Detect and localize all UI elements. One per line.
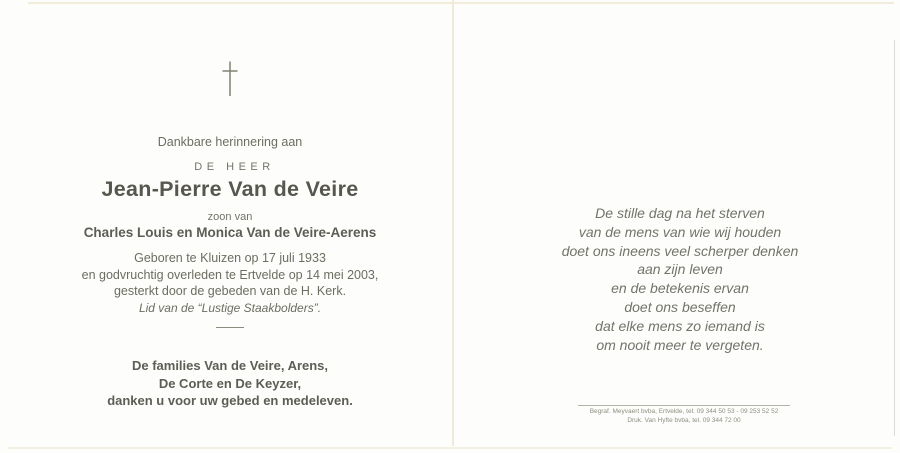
church-line: gesterkt door de gebeden van de H. Kerk. bbox=[113, 284, 347, 298]
membership-line: Lid van de “Lustige Staakbolders”. bbox=[138, 301, 322, 315]
poem-line: De stille dag na het sterven bbox=[595, 205, 765, 221]
cross-icon bbox=[15, 60, 445, 103]
left-panel bbox=[15, 0, 445, 453]
deceased-name: Jean-Pierre Van de Veire bbox=[101, 177, 359, 201]
relation-text: zoon van bbox=[207, 211, 253, 223]
intro-text: Dankbare herinnering aan bbox=[157, 135, 303, 149]
funeral-home-imprint bbox=[578, 405, 790, 425]
imprint-line-1: Begraf. Meyvaert bvba, Ertvelde, tel. 09 344 50 53 - 09 253 52 52 bbox=[589, 408, 779, 415]
death-line: en godvruchtig overleden te Ertvelde op 14 mei 2003, bbox=[81, 268, 379, 282]
parents-names: Charles Louis en Monica Van de Veire-Aerens bbox=[83, 225, 377, 240]
right-panel bbox=[460, 0, 900, 453]
poem-line: doet ons beseffen bbox=[624, 298, 736, 315]
section-divider bbox=[216, 327, 244, 328]
thanks-line-1: De families Van de Veire, Arens, bbox=[131, 358, 329, 373]
poem-line: om nooit meer te vergeten. bbox=[596, 336, 764, 353]
memorial-poem bbox=[460, 204, 900, 354]
poem-line: dat elke mens zo iemand is bbox=[595, 317, 765, 334]
poem-line: aan zijn leven bbox=[637, 261, 723, 278]
honorific-text: DE HEER bbox=[194, 161, 275, 173]
thanks-line-2: De Corte en De Keyzer, bbox=[158, 376, 302, 391]
thanks-line-3: danken u voor uw gebed en medeleven. bbox=[107, 393, 353, 408]
poem-line: doet ons ineens veel scherper denken bbox=[561, 242, 799, 259]
poem-line: van de mens van wie wij houden bbox=[578, 223, 782, 240]
birth-line: Geboren te Kluizen op 17 juli 1933 bbox=[134, 251, 326, 265]
poem-line: en de betekenis ervan bbox=[611, 280, 749, 297]
imprint-line-2: Druk. Van Hyfte bvba, tel. 09 344 72 00 bbox=[627, 416, 741, 424]
card-fold-line bbox=[452, 0, 454, 446]
